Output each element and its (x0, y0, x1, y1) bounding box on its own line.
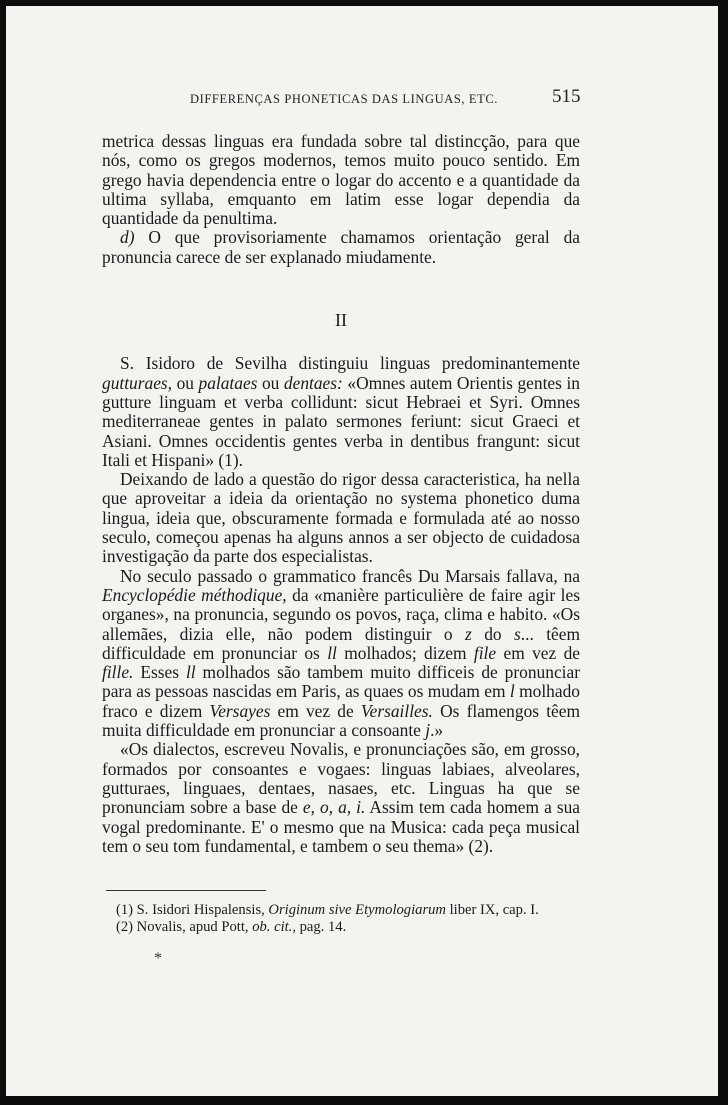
footnote-divider (106, 890, 266, 891)
italic-run: file (473, 642, 497, 663)
paragraph-6 (102, 740, 580, 856)
text-run: do (471, 623, 514, 644)
footnote-2 (104, 919, 580, 936)
section-numeral: II (335, 310, 347, 331)
text-run: molhados são tambem muito difficeis de pronunciar para as pessoas nascidas em Paris, as quaes os mudam em (102, 662, 581, 702)
italic-run: Encyclopédie méthodique, (102, 584, 287, 605)
text-run: Assim tem cada homem a sua vogal predominante. E' o mesmo que na Musica: cada peça musical tem o seu tom fundamental, e tambem o seu thema» (2). (102, 797, 581, 856)
running-header: DIFFERENÇAS PHONETICAS DAS LINGUAS, ETC. (189, 92, 499, 106)
italic-run: Versayes (209, 700, 271, 721)
paragraph-2-text: O que provisoriamente chamamos orientação geral da pronuncia carece de ser explanado miudamente. (102, 227, 580, 267)
italic-run: ll (185, 662, 196, 683)
italic-run: s (513, 623, 521, 644)
text-run: liber IX, cap. I. (445, 902, 539, 918)
book-page (6, 6, 718, 1096)
italic-run: z (465, 623, 472, 644)
text-run: em vez de (496, 642, 580, 663)
text-run: No seculo passado o grammatico francês Du Marsais fallava, na (120, 565, 580, 586)
paragraph-2 (102, 228, 580, 267)
text-run: (1) S. Isidori Hispalensis, (116, 902, 269, 918)
text-run: «Omnes autem Orientis gentes in gutture linguam et verba collidunt: sicut Hebraei et Syri. Omnes mediterraneae gentes in palato sermones feriunt: sicut Graeci et Asiani. Omnes occidentis gentes verba in dentibus frangunt: sicut Itali et Hispani» (1). (102, 372, 580, 470)
paragraph-4: Deixando de lado a questão do rigor dessa caracteristica, ha nella que aproveitar a ideia da orientação no systema phonetico duma lingua, ideia que, obscuramente formada e formulada até ao nosso seculo, começou apenas ha alguns annos a ser objecto de cuidadosa investigação da parte dos especialistas. (102, 469, 580, 567)
main-text (102, 132, 580, 856)
text-run: ... têem difficuldade em pronunciar os (102, 623, 581, 663)
italic-run: palataes (198, 372, 258, 393)
paragraph-1: metrica dessas linguas era fundada sobre tal distincção, para que nós, como os gregos modernos, temos muito pouco sentido. Em grego havia dependencia entre o logar do accento e a quantidade da ultima syllaba, emquanto em latim esse logar dependia da quantidade da penultima. (102, 131, 580, 229)
paragraph-3 (102, 354, 580, 470)
italic-run: ll (327, 642, 337, 663)
text-run: em vez de (270, 700, 361, 721)
footnote-1 (104, 902, 580, 919)
text-run: S. Isidoro de Sevilha distinguiu linguas predominantemente (120, 353, 580, 374)
text-run: Os flamengos têem muita difficuldade em pronunciar a consoante (102, 700, 581, 741)
item-label: d) (120, 227, 135, 248)
text-run: ou (172, 372, 199, 393)
footnotes (104, 902, 580, 935)
italic-run: ob. cit., (252, 918, 296, 935)
paragraph-5 (102, 567, 580, 741)
italic-run: fille. (102, 662, 134, 683)
text-run: «Os dialectos, escreveu Novalis, e pronunciações são, em grosso, formados por consoantes e vogaes: linguas labiaes, alveolares, gutturaes, linguaes, dentaes, nasaes, etc. Linguas ha que se pronunciam sobre a base de (102, 739, 580, 818)
text-run: molhado fraco e dizem (102, 681, 580, 721)
italic-run: Originum sive Etymologiarum (268, 902, 446, 918)
italic-run: dentaes: (283, 372, 343, 393)
text-run: da «manière particulière de faire agir les organes», na pronuncia, segundo os povos, raça, clima e habito. «Os allemães, dizia elle, não podem distinguir o (102, 584, 580, 644)
text-run: (2) Novalis, apud Pott, (116, 918, 253, 935)
italic-run: Versailles. (360, 700, 433, 721)
text-run: molhados; dizem (336, 642, 474, 663)
text-run: Esses (133, 662, 186, 683)
asterisk-ornament: * (154, 950, 162, 967)
text-run: ou (257, 372, 284, 393)
text-run: pag. 14. (295, 918, 347, 935)
italic-run: e, o, a, i. (302, 797, 366, 818)
text-run: .» (430, 720, 444, 741)
italic-run: gutturaes, (102, 372, 173, 393)
italic-run: j (425, 720, 431, 741)
page-number: 515 (552, 86, 581, 107)
italic-run: l (509, 681, 515, 702)
